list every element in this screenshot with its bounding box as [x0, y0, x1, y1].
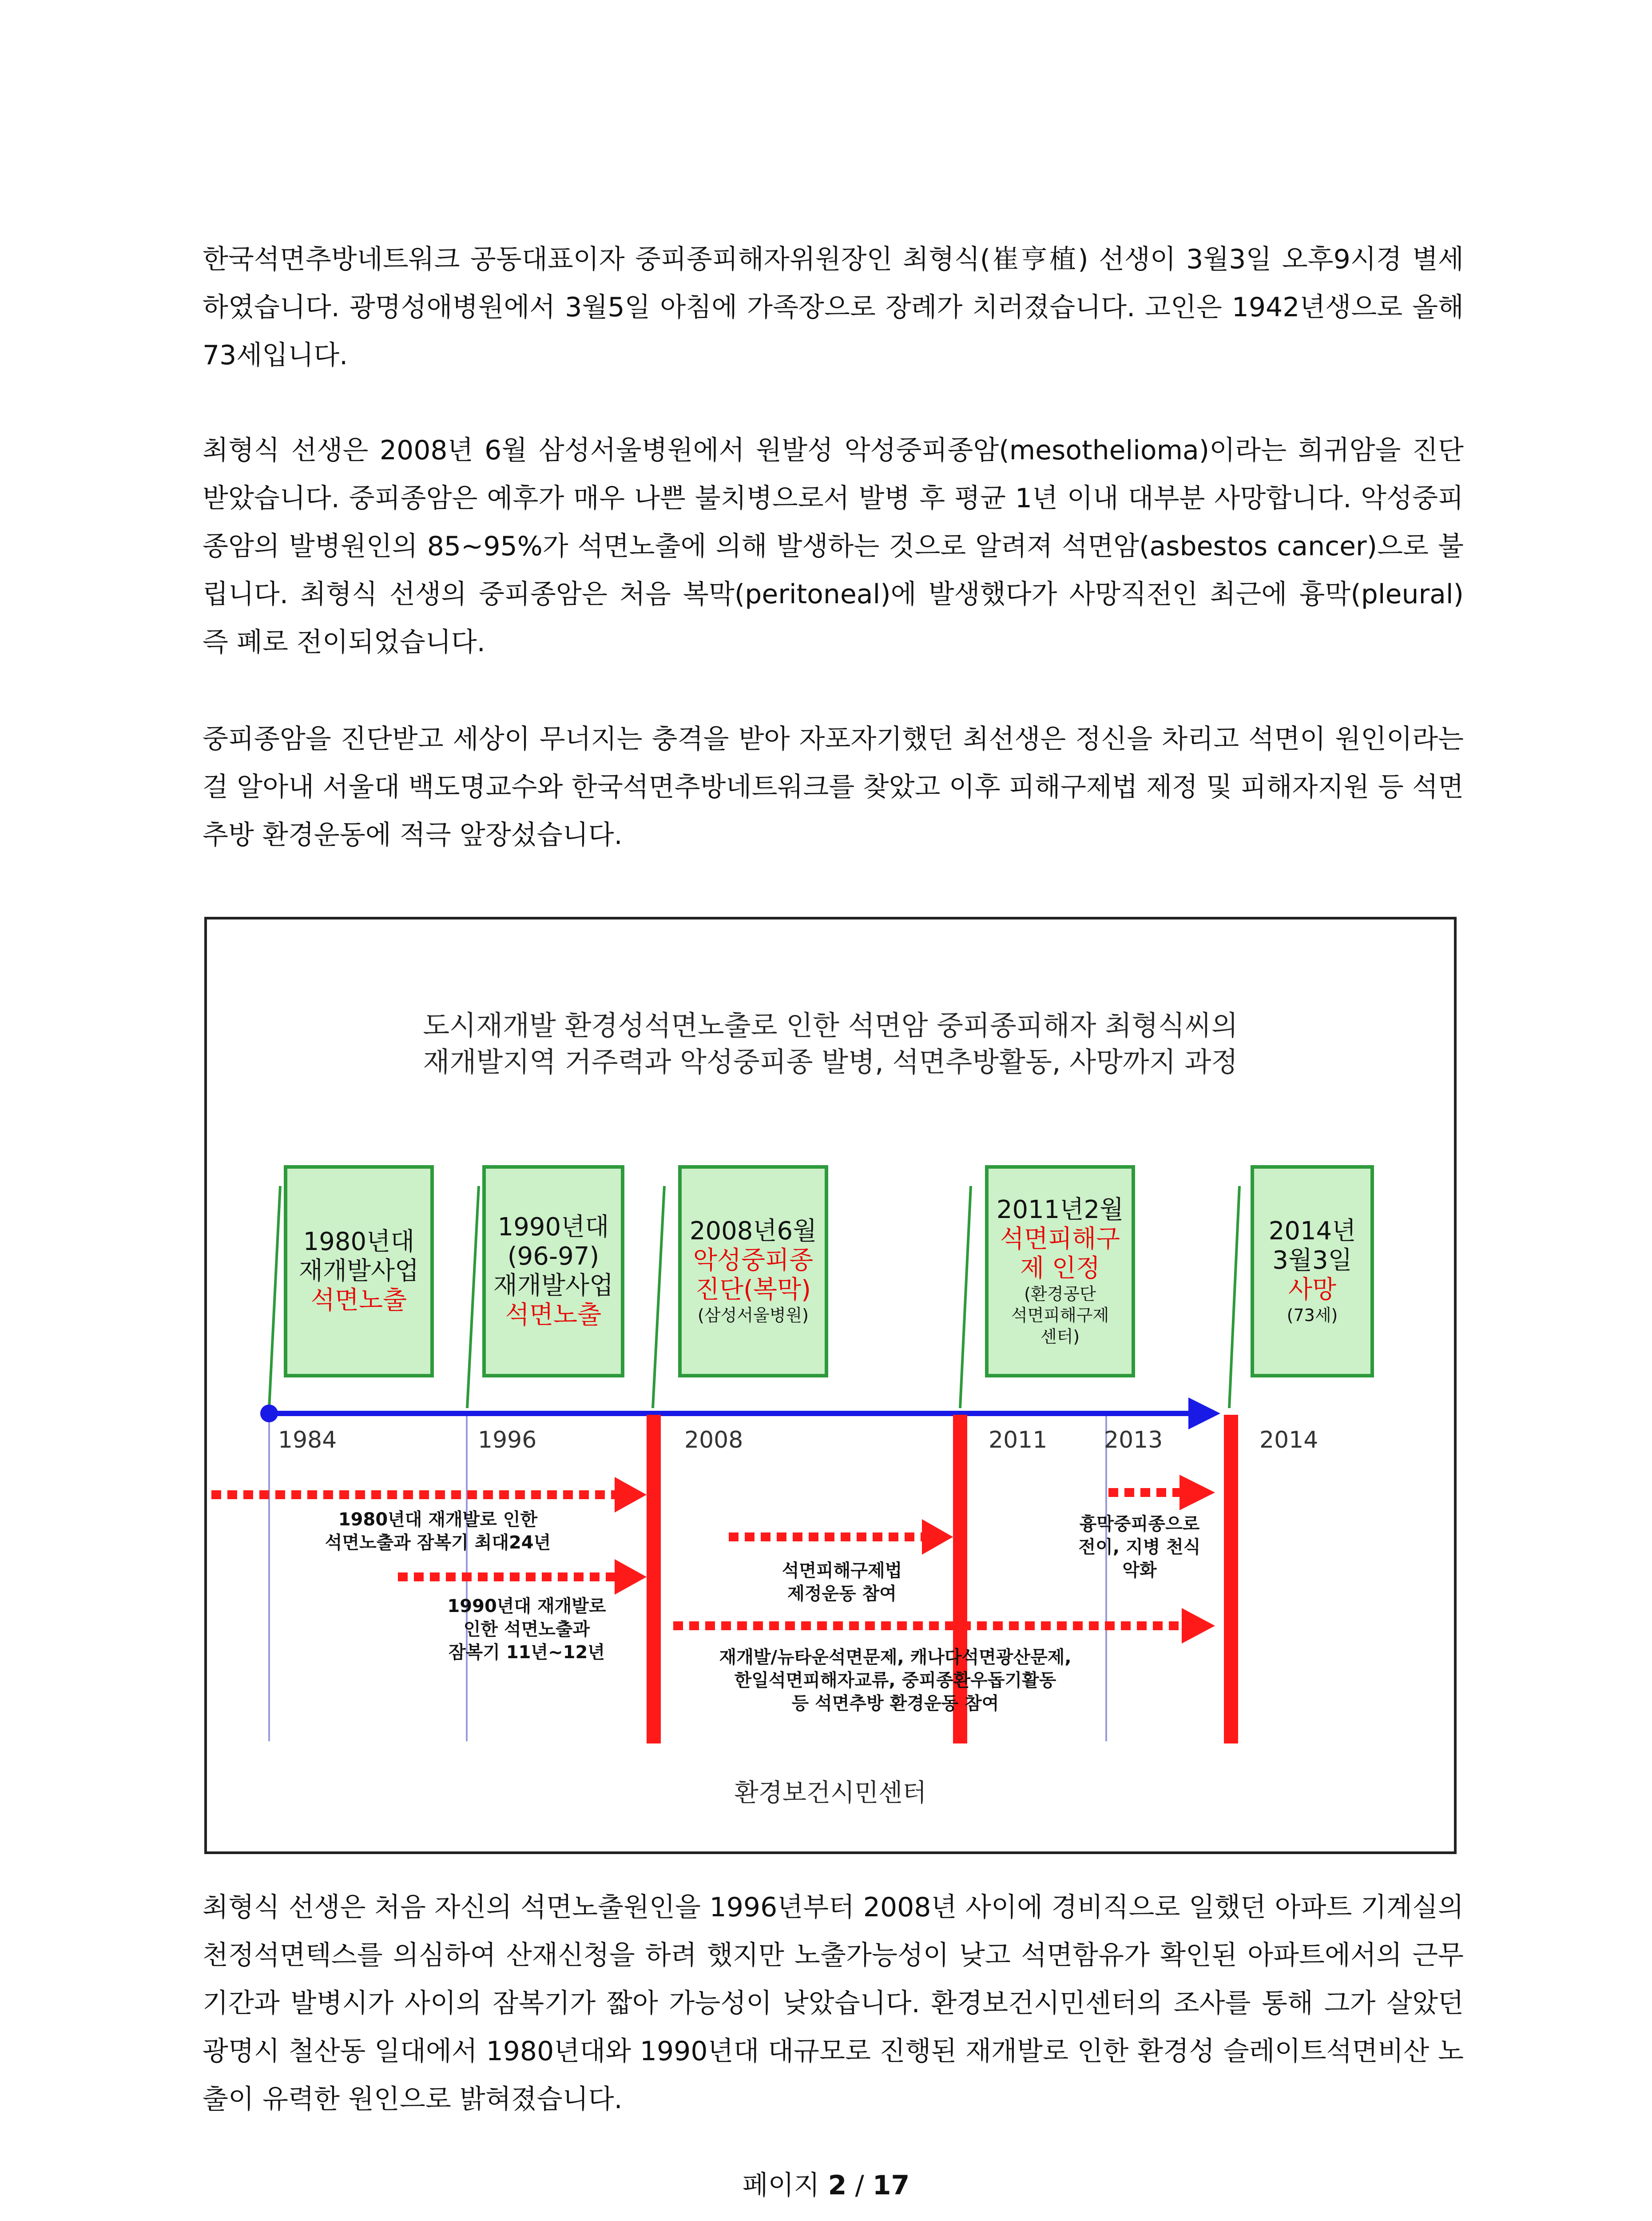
box-1980s-line1: 1980년대	[303, 1227, 415, 1256]
paragraph-obituary: 한국석면추방네트워크 공동대표이자 중피종피해자위원장인 최형식(崔亨植) 선생이 3월3일 오후9시경 별세하였습니다. 광명성애병원에서 3월5일 아침에 가족장으로 장례가 치러졌습니다. 고인은 1942년생으로 올해 73세입니다.	[203, 244, 1464, 371]
figure-title-line1: 도시재개발 환경성석면노출로 인한 석면암 중피종피해자 최형식씨의	[423, 1009, 1238, 1042]
box-1980s-red: 석면노출	[310, 1286, 407, 1315]
paragraph-activism: 중피종암을 진단받고 세상이 무너지는 충격을 받아 자포자기했던 최선생은 정신을 차리고 석면이 원인이라는 걸 알아내 서울대 백도명교수와 한국석면추방네트워크를 찾았고 이후 피해구제법 제정 및 피해자지원 등 석면추방 환경운동에 적극 앞장섰습니다.	[203, 724, 1464, 851]
year-label-2013: 2013	[1104, 1427, 1163, 1453]
pointer-2008	[653, 1186, 664, 1408]
arrowhead-pleural	[1179, 1475, 1215, 1510]
box-2014-small: (73세)	[1287, 1306, 1338, 1325]
box-1990s-line2: (96-97)	[507, 1242, 600, 1271]
box-2011-small1: (환경공단	[1024, 1284, 1096, 1304]
note-pleural-spread: 흉막중피종으로 전이, 지병 천식 악화	[1078, 1514, 1201, 1580]
box-2014-line2: 3월3일	[1272, 1246, 1352, 1275]
box-2014-line1: 2014년	[1268, 1217, 1356, 1246]
box-1990s-line3: 재개발사업	[493, 1271, 614, 1300]
milestone-box-2008	[678, 1165, 828, 1377]
figure-source: 환경보건시민센터	[734, 1779, 927, 1807]
pointer-2011	[960, 1186, 971, 1408]
note-activism: 재개발/뉴타운석면문제, 캐나다석면광산문제, 한일석면피해자교류, 중피종환우돕기활동 등 석면추방 환경운동 참여	[719, 1647, 1072, 1714]
box-2011-line1: 2011년2월	[996, 1195, 1124, 1224]
milestone-box-1980s	[284, 1165, 434, 1377]
year-label-2008: 2008	[684, 1427, 743, 1453]
box-1990s-red: 석면노출	[505, 1301, 602, 1329]
timeline-figure	[204, 917, 1457, 1854]
arrowhead-1990s	[615, 1559, 647, 1595]
page-separator: /	[846, 2170, 873, 2201]
box-1980s-line2: 재개발사업	[298, 1257, 419, 1286]
paragraph-exposure-cause: 최형식 선생은 처음 자신의 석면노출원인을 1996년부터 2008년 사이에 경비직으로 일했던 아파트 기계실의 천정석면텍스를 의심하여 산재신청을 하려 했지만 노출가능성이 낮고 석면함유가 확인된 아파트에서의 근무기간과 발병시가 사이의 잠복기가 짧아 가능성이 낮았습니다. 환경보건시민센터의 조사를 통해 그가 살았던 광명시 철산동 일대에서 1980년대와 1990년대 대규모로 진행된 재개발로 인한 환경성 슬레이트석면비산 노출이 유력한 원인으로 밝혀졌습니다.	[203, 1892, 1464, 2115]
arrowhead-lawmaking	[922, 1519, 953, 1555]
page-current: 2	[828, 2170, 847, 2201]
page-label: 페이지	[742, 2170, 828, 2201]
paragraph-diagnosis: 최형식 선생은 2008년 6월 삼성서울병원에서 원발성 악성중피종암(mesothelioma)이라는 희귀암을 진단받았습니다. 중피종암은 예후가 매우 나쁜 불치병으로서 발병 후 평균 1년 이내 대부분 사망합니다. 악성중피종암의 발병원인의 85~95%가 석면노출에 의해 발생하는 것으로 알려져 석면암(asbestos cancer)으로 불립니다. 최형식 선생의 중피종암은 처음 복막(peritoneal)에 발생했다가 사망직전인 최근에 흉막(pleural) 즉 폐로 전이되었습니다.	[203, 435, 1464, 658]
note-1980s-exposure: 1980년대 재개발로 인한 석면노출과 잠복기 최대24년	[325, 1509, 551, 1553]
year-label-2014: 2014	[1259, 1427, 1318, 1453]
box-1990s-line1: 1990년대	[497, 1213, 609, 1242]
pointer-1984	[269, 1186, 280, 1408]
figure-title-line2: 재개발지역 거주력과 악성중피종 발병, 석면추방활동, 사망까지 과정	[423, 1046, 1238, 1078]
year-label-1984: 1984	[278, 1427, 337, 1453]
box-2011-small3: 센터)	[1040, 1327, 1080, 1346]
arrowhead-1980s	[615, 1477, 647, 1513]
box-2014-red: 사망	[1288, 1275, 1337, 1304]
note-1990s-exposure: 1990년대 재개발로 인한 석면노출과 잠복기 11년~12년	[447, 1596, 606, 1663]
timeline-start-dot	[260, 1405, 278, 1422]
box-2011-red2: 제 인정	[1020, 1254, 1100, 1283]
box-2011-red1: 석면피해구	[1000, 1225, 1120, 1254]
year-label-2011: 2011	[989, 1427, 1048, 1453]
box-2008-red2: 진단(복막)	[695, 1275, 811, 1304]
milestone-box-2011	[985, 1165, 1135, 1377]
arrowhead-activism	[1182, 1608, 1215, 1644]
milestone-box-1990s	[482, 1165, 624, 1377]
pointer-2014	[1229, 1186, 1239, 1408]
note-lawmaking: 석면피해구제법 제정운동 참여	[782, 1560, 902, 1604]
page-footer	[0, 2168, 1652, 2203]
box-2008-red1: 악성중피종	[693, 1246, 814, 1275]
page-total: 17	[872, 2170, 910, 2201]
pointer-1996	[467, 1186, 479, 1408]
box-2011-small2: 석면피해구제	[1011, 1306, 1109, 1325]
red-bar-2014	[1224, 1415, 1238, 1743]
box-2008-line1: 2008년6월	[689, 1217, 817, 1246]
box-2008-small: (삼성서울병원)	[698, 1306, 809, 1325]
year-label-1996: 1996	[478, 1427, 537, 1453]
milestone-box-2014	[1251, 1165, 1374, 1377]
